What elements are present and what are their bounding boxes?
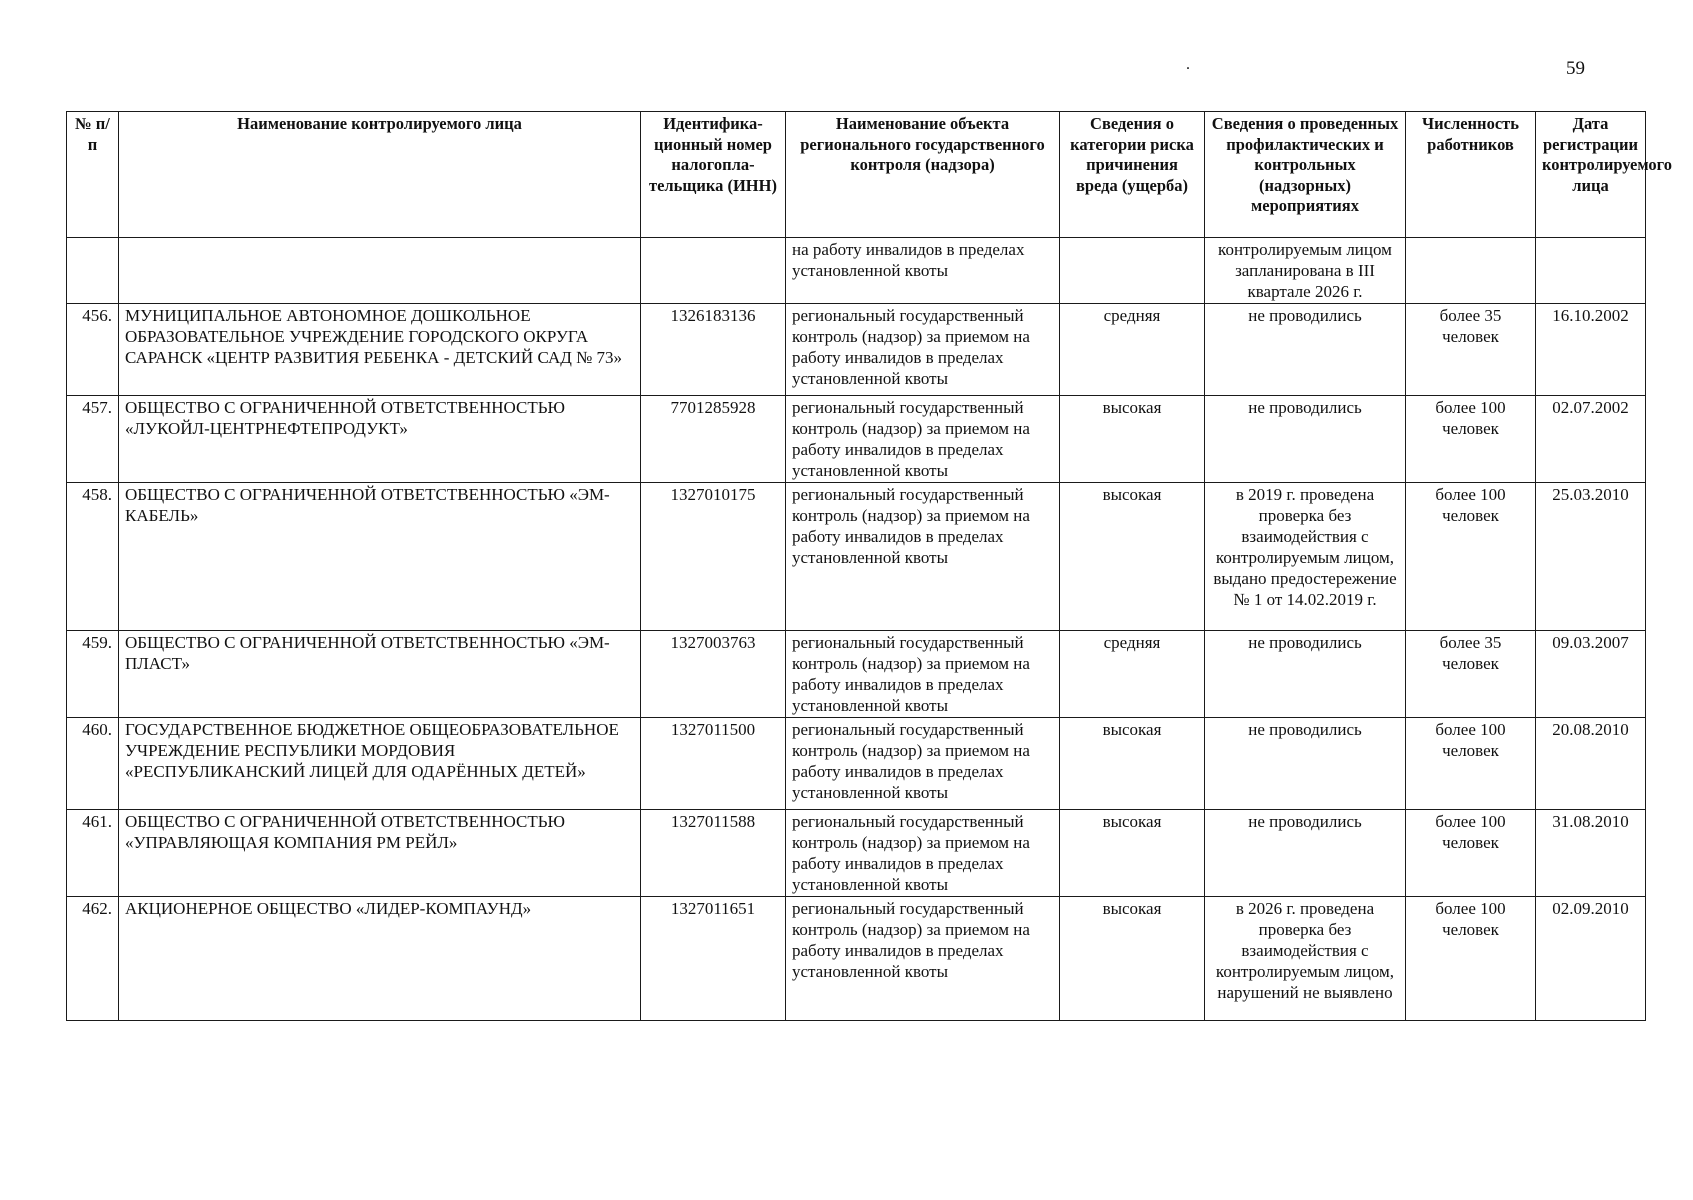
row-inn: 1327011651 [641, 897, 786, 1021]
row-num: 460. [67, 718, 119, 810]
row-employees: более 35 человек [1406, 631, 1536, 718]
row-inn: 7701285928 [641, 396, 786, 483]
cont-name-cell [119, 238, 641, 304]
cont-info-cell: контролируемым лицом запланирована в III квартале 2026 г. [1205, 238, 1406, 304]
header-risk: Сведения о категории риска причинения вреда (ущерба) [1060, 112, 1205, 238]
header-inn: Идентифика-ционный номер налогопла-тельщика (ИНН) [641, 112, 786, 238]
row-date: 16.10.2002 [1536, 304, 1646, 396]
row-object: региональный государственный контроль (надзор) за приемом на работу инвалидов в пределах установленной квоты [786, 631, 1060, 718]
page-number: 59 [1566, 58, 1585, 79]
row-risk: высокая [1060, 396, 1205, 483]
registry-table [66, 111, 1672, 1021]
row-num: 461. [67, 810, 119, 897]
row-risk: высокая [1060, 718, 1205, 810]
table-row [67, 897, 1646, 1021]
row-num: 458. [67, 483, 119, 631]
row-info: не проводились [1205, 396, 1406, 483]
row-object: региональный государственный контроль (надзор) за приемом на работу инвалидов в пределах установленной квоты [786, 897, 1060, 1021]
row-inn: 1327011588 [641, 810, 786, 897]
row-employees: более 100 человек [1406, 483, 1536, 631]
row-date: 31.08.2010 [1536, 810, 1646, 897]
row-risk: высокая [1060, 483, 1205, 631]
row-date: 02.07.2002 [1536, 396, 1646, 483]
header-date: Дата регистрации контролируемого лица [1536, 112, 1646, 238]
table-row [67, 718, 1646, 810]
row-date: 09.03.2007 [1536, 631, 1646, 718]
row-employees: более 35 человек [1406, 304, 1536, 396]
row-date: 20.08.2010 [1536, 718, 1646, 810]
row-risk: средняя [1060, 631, 1205, 718]
cont-employees-cell [1406, 238, 1536, 304]
cont-object-cell: на работу инвалидов в пределах установленной квоты [786, 238, 1060, 304]
row-inn: 1326183136 [641, 304, 786, 396]
row-name: ОБЩЕСТВО С ОГРАНИЧЕННОЙ ОТВЕТСТВЕННОСТЬЮ «УПРАВЛЯЮЩАЯ КОМПАНИЯ РМ РЕЙЛ» [119, 810, 641, 897]
page-mark: . [1186, 56, 1190, 73]
row-info: не проводились [1205, 718, 1406, 810]
table-header-row [67, 112, 1646, 238]
table-row [67, 631, 1646, 718]
row-name: ГОСУДАРСТВЕННОЕ БЮДЖЕТНОЕ ОБЩЕОБРАЗОВАТЕЛЬНОЕ УЧРЕЖДЕНИЕ РЕСПУБЛИКИ МОРДОВИЯ «РЕСПУБЛИКАНСКИЙ ЛИЦЕЙ ДЛЯ ОДАРЁННЫХ ДЕТЕЙ» [119, 718, 641, 810]
row-date: 25.03.2010 [1536, 483, 1646, 631]
row-info: в 2019 г. проведена проверка без взаимодействия с контролируемым лицом, выдано предостережение № 1 от 14.02.2019 г. [1205, 483, 1406, 631]
row-name: МУНИЦИПАЛЬНОЕ АВТОНОМНОЕ ДОШКОЛЬНОЕ ОБРАЗОВАТЕЛЬНОЕ УЧРЕЖДЕНИЕ ГОРОДСКОГО ОКРУГА САРАНСК «ЦЕНТР РАЗВИТИЯ РЕБЕНКА - ДЕТСКИЙ САД № 73» [119, 304, 641, 396]
cont-date-cell [1536, 238, 1646, 304]
table-row [67, 483, 1646, 631]
row-risk: высокая [1060, 810, 1205, 897]
row-info: в 2026 г. проведена проверка без взаимодействия с контролируемым лицом, нарушений не выявлено [1205, 897, 1406, 1021]
cont-num-cell [67, 238, 119, 304]
row-info: не проводились [1205, 304, 1406, 396]
cont-risk-cell [1060, 238, 1205, 304]
row-employees: более 100 человек [1406, 718, 1536, 810]
row-employees: более 100 человек [1406, 897, 1536, 1021]
row-num: 457. [67, 396, 119, 483]
row-inn: 1327011500 [641, 718, 786, 810]
header-info: Сведения о проведенных профилактических и контрольных (надзорных) мероприятиях [1205, 112, 1406, 238]
row-employees: более 100 человек [1406, 396, 1536, 483]
header-name: Наименование контролируемого лица [119, 112, 641, 238]
cont-inn-cell [641, 238, 786, 304]
row-object: региональный государственный контроль (надзор) за приемом на работу инвалидов в пределах установленной квоты [786, 304, 1060, 396]
row-info: не проводились [1205, 810, 1406, 897]
row-num: 459. [67, 631, 119, 718]
row-info: не проводились [1205, 631, 1406, 718]
row-name: ОБЩЕСТВО С ОГРАНИЧЕННОЙ ОТВЕТСТВЕННОСТЬЮ «ЛУКОЙЛ-ЦЕНТРНЕФТЕПРОДУКТ» [119, 396, 641, 483]
row-name: ОБЩЕСТВО С ОГРАНИЧЕННОЙ ОТВЕТСТВЕННОСТЬЮ «ЭМ-КАБЕЛЬ» [119, 483, 641, 631]
continuation-row [67, 238, 1646, 304]
row-num: 462. [67, 897, 119, 1021]
row-risk: высокая [1060, 897, 1205, 1021]
row-inn: 1327010175 [641, 483, 786, 631]
row-employees: более 100 человек [1406, 810, 1536, 897]
header-employees: Численность работников [1406, 112, 1536, 238]
table-row [67, 304, 1646, 396]
table-row [67, 396, 1646, 483]
header-num: № п/п [67, 112, 119, 238]
row-date: 02.09.2010 [1536, 897, 1646, 1021]
row-inn: 1327003763 [641, 631, 786, 718]
row-object: региональный государственный контроль (надзор) за приемом на работу инвалидов в пределах установленной квоты [786, 396, 1060, 483]
row-name: АКЦИОНЕРНОЕ ОБЩЕСТВО «ЛИДЕР-КОМПАУНД» [119, 897, 641, 1021]
row-name: ОБЩЕСТВО С ОГРАНИЧЕННОЙ ОТВЕТСТВЕННОСТЬЮ «ЭМ-ПЛАСТ» [119, 631, 641, 718]
header-object: Наименование объекта регионального государственного контроля (надзора) [786, 112, 1060, 238]
row-object: региональный государственный контроль (надзор) за приемом на работу инвалидов в пределах установленной квоты [786, 810, 1060, 897]
row-risk: средняя [1060, 304, 1205, 396]
table-row [67, 810, 1646, 897]
row-object: региональный государственный контроль (надзор) за приемом на работу инвалидов в пределах установленной квоты [786, 483, 1060, 631]
row-num: 456. [67, 304, 119, 396]
row-object: региональный государственный контроль (надзор) за приемом на работу инвалидов в пределах установленной квоты [786, 718, 1060, 810]
